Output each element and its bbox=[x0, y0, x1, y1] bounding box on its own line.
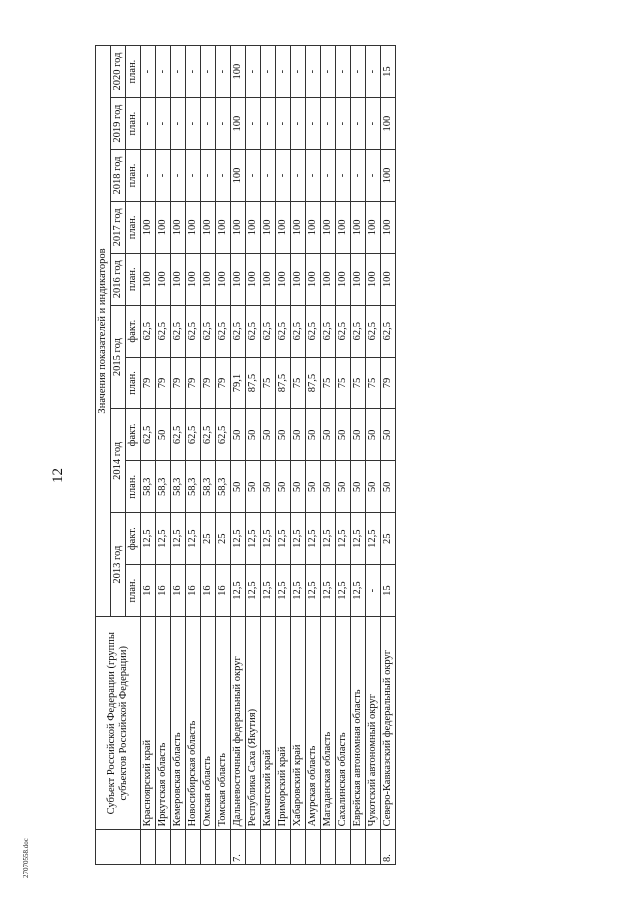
value-cell: 100 bbox=[321, 201, 336, 253]
value-cell: 79 bbox=[156, 357, 171, 409]
value-cell: 50 bbox=[306, 409, 321, 461]
indicators-table bbox=[95, 45, 396, 865]
value-cell: 62,5 bbox=[246, 305, 261, 357]
subject-name: Красноярский край bbox=[141, 617, 156, 830]
subject-name: Иркутская область bbox=[156, 617, 171, 830]
plan-header: план. bbox=[126, 98, 141, 150]
rotated-table-container bbox=[95, 45, 619, 865]
value-cell: 50 bbox=[291, 461, 306, 513]
value-cell: - bbox=[261, 98, 276, 150]
row-number bbox=[246, 830, 261, 865]
value-cell: 100 bbox=[216, 201, 231, 253]
value-cell: - bbox=[276, 98, 291, 150]
value-cell: 12,5 bbox=[246, 565, 261, 617]
value-cell: 100 bbox=[231, 253, 246, 305]
year-header: 2013 год bbox=[111, 513, 126, 617]
value-cell: 25 bbox=[381, 513, 396, 565]
value-cell: 100 bbox=[351, 201, 366, 253]
value-cell: 12,5 bbox=[141, 513, 156, 565]
value-cell: 100 bbox=[141, 253, 156, 305]
value-cell: 79 bbox=[381, 357, 396, 409]
value-cell: - bbox=[246, 98, 261, 150]
value-cell: 12,5 bbox=[306, 565, 321, 617]
value-cell: - bbox=[216, 98, 231, 150]
table-row bbox=[201, 46, 216, 865]
table-row bbox=[321, 46, 336, 865]
value-cell: 62,5 bbox=[216, 305, 231, 357]
value-cell: 12,5 bbox=[276, 565, 291, 617]
table-row bbox=[171, 46, 186, 865]
value-cell: 62,5 bbox=[276, 305, 291, 357]
value-cell: - bbox=[156, 46, 171, 98]
value-cell: 12,5 bbox=[261, 565, 276, 617]
value-cell: - bbox=[306, 46, 321, 98]
year-header: 2014 год bbox=[111, 409, 126, 513]
value-cell: 50 bbox=[381, 461, 396, 513]
year-header: 2018 год bbox=[111, 150, 126, 202]
value-cell: 62,5 bbox=[366, 305, 381, 357]
value-cell: 100 bbox=[186, 253, 201, 305]
value-cell: 50 bbox=[306, 461, 321, 513]
value-cell: - bbox=[276, 46, 291, 98]
value-cell: 58,3 bbox=[201, 461, 216, 513]
value-cell: 100 bbox=[231, 98, 246, 150]
table-row bbox=[351, 46, 366, 865]
value-cell: 75 bbox=[366, 357, 381, 409]
value-cell: 12,5 bbox=[231, 513, 246, 565]
value-cell: 62,5 bbox=[141, 409, 156, 461]
value-cell: 87,5 bbox=[246, 357, 261, 409]
value-cell: 62,5 bbox=[171, 305, 186, 357]
table-row bbox=[216, 46, 231, 865]
plan-header: план. bbox=[126, 150, 141, 202]
row-number bbox=[201, 830, 216, 865]
row-number: 7. bbox=[231, 830, 246, 865]
year-header: 2019 год bbox=[111, 98, 126, 150]
value-cell: 12,5 bbox=[351, 513, 366, 565]
value-cell: 58,3 bbox=[156, 461, 171, 513]
value-cell: 79 bbox=[171, 357, 186, 409]
value-cell: 79 bbox=[201, 357, 216, 409]
number-header bbox=[96, 830, 141, 865]
value-cell: 12,5 bbox=[276, 513, 291, 565]
plan-header: план. bbox=[126, 357, 141, 409]
value-cell: 62,5 bbox=[216, 409, 231, 461]
value-cell: 12,5 bbox=[231, 565, 246, 617]
value-cell: 50 bbox=[351, 409, 366, 461]
value-cell: 100 bbox=[381, 98, 396, 150]
value-cell: 62,5 bbox=[171, 409, 186, 461]
value-cell: - bbox=[321, 46, 336, 98]
row-number bbox=[156, 830, 171, 865]
subject-name: Приморский край bbox=[276, 617, 291, 830]
value-cell: - bbox=[291, 98, 306, 150]
plan-header: план. bbox=[126, 46, 141, 98]
value-cell: 16 bbox=[171, 565, 186, 617]
value-cell: - bbox=[261, 46, 276, 98]
value-cell: 50 bbox=[261, 461, 276, 513]
value-cell: - bbox=[351, 150, 366, 202]
value-cell: 12,5 bbox=[171, 513, 186, 565]
value-cell: 15 bbox=[381, 565, 396, 617]
subject-name: Республика Саха (Якутия) bbox=[246, 617, 261, 830]
value-cell: 50 bbox=[231, 409, 246, 461]
subject-name: Северо-Кавказский федеральный округ bbox=[381, 617, 396, 830]
table-row bbox=[291, 46, 306, 865]
value-cell: - bbox=[201, 98, 216, 150]
year-header: 2016 год bbox=[111, 253, 126, 305]
subject-name: Хабаровский край bbox=[291, 617, 306, 830]
value-cell: 62,5 bbox=[201, 305, 216, 357]
value-cell: 16 bbox=[201, 565, 216, 617]
table-row bbox=[336, 46, 351, 865]
subject-name: Дальневосточный федеральный округ bbox=[231, 617, 246, 830]
value-cell: - bbox=[201, 150, 216, 202]
row-number bbox=[351, 830, 366, 865]
plan-header: план. bbox=[126, 253, 141, 305]
value-cell: 58,3 bbox=[216, 461, 231, 513]
value-cell: 62,5 bbox=[141, 305, 156, 357]
value-cell: - bbox=[351, 46, 366, 98]
value-cell: 50 bbox=[246, 461, 261, 513]
value-cell: 100 bbox=[276, 253, 291, 305]
table-row bbox=[246, 46, 261, 865]
value-cell: 100 bbox=[261, 253, 276, 305]
value-cell: 50 bbox=[381, 409, 396, 461]
value-cell: - bbox=[246, 46, 261, 98]
value-cell: - bbox=[351, 98, 366, 150]
value-cell: 50 bbox=[336, 409, 351, 461]
value-cell: 16 bbox=[186, 565, 201, 617]
value-cell: - bbox=[336, 98, 351, 150]
table-row bbox=[231, 46, 246, 865]
value-cell: 16 bbox=[141, 565, 156, 617]
value-cell: 100 bbox=[261, 201, 276, 253]
table-row bbox=[156, 46, 171, 865]
value-cell: 50 bbox=[366, 461, 381, 513]
value-cell: 12,5 bbox=[186, 513, 201, 565]
value-cell: 79,1 bbox=[231, 357, 246, 409]
value-cell: 100 bbox=[306, 201, 321, 253]
value-cell: 62,5 bbox=[261, 305, 276, 357]
year-header: 2015 год bbox=[111, 305, 126, 409]
value-cell: - bbox=[336, 46, 351, 98]
value-cell: - bbox=[366, 46, 381, 98]
value-cell: 100 bbox=[156, 201, 171, 253]
row-number bbox=[321, 830, 336, 865]
value-cell: - bbox=[366, 565, 381, 617]
value-cell: 100 bbox=[336, 253, 351, 305]
subject-name: Томская область bbox=[216, 617, 231, 830]
value-cell: 15 bbox=[381, 46, 396, 98]
value-cell: 100 bbox=[381, 201, 396, 253]
year-header: 2020 год bbox=[111, 46, 126, 98]
value-cell: 79 bbox=[141, 357, 156, 409]
value-cell: - bbox=[366, 150, 381, 202]
subject-name: Омская область bbox=[201, 617, 216, 830]
value-cell: 79 bbox=[186, 357, 201, 409]
subject-name: Чукотский автономный округ bbox=[366, 617, 381, 830]
value-cell: 100 bbox=[186, 201, 201, 253]
value-cell: - bbox=[171, 46, 186, 98]
table-row bbox=[366, 46, 381, 865]
value-cell: 50 bbox=[336, 461, 351, 513]
value-cell: 100 bbox=[306, 253, 321, 305]
row-number bbox=[306, 830, 321, 865]
row-number bbox=[216, 830, 231, 865]
value-cell: - bbox=[171, 150, 186, 202]
value-cell: 75 bbox=[291, 357, 306, 409]
year-header: 2017 год bbox=[111, 201, 126, 253]
value-cell: 62,5 bbox=[336, 305, 351, 357]
value-cell: 12,5 bbox=[291, 513, 306, 565]
value-cell: 62,5 bbox=[381, 305, 396, 357]
value-cell: 100 bbox=[291, 253, 306, 305]
value-cell: 62,5 bbox=[291, 305, 306, 357]
value-cell: - bbox=[321, 98, 336, 150]
value-cell: 87,5 bbox=[306, 357, 321, 409]
value-cell: - bbox=[306, 98, 321, 150]
value-cell: 58,3 bbox=[186, 461, 201, 513]
row-number bbox=[276, 830, 291, 865]
value-cell: 62,5 bbox=[156, 305, 171, 357]
table-row bbox=[381, 46, 396, 865]
value-cell: 100 bbox=[156, 253, 171, 305]
value-cell: 75 bbox=[351, 357, 366, 409]
row-number bbox=[171, 830, 186, 865]
row-number: 8. bbox=[381, 830, 396, 865]
table-row bbox=[261, 46, 276, 865]
row-number bbox=[336, 830, 351, 865]
fact-header: факт. bbox=[126, 305, 141, 357]
value-cell: 12,5 bbox=[156, 513, 171, 565]
value-cell: 100 bbox=[291, 201, 306, 253]
value-cell: 62,5 bbox=[306, 305, 321, 357]
value-cell: 50 bbox=[276, 409, 291, 461]
value-cell: 50 bbox=[246, 409, 261, 461]
value-cell: - bbox=[216, 46, 231, 98]
value-cell: 12,5 bbox=[336, 565, 351, 617]
value-cell: 100 bbox=[336, 201, 351, 253]
value-cell: - bbox=[156, 150, 171, 202]
value-cell: 100 bbox=[171, 201, 186, 253]
subject-name: Сахалинская область bbox=[336, 617, 351, 830]
value-cell: 100 bbox=[141, 201, 156, 253]
row-number bbox=[141, 830, 156, 865]
value-cell: - bbox=[291, 150, 306, 202]
plan-header: план. bbox=[126, 565, 141, 617]
value-cell: 62,5 bbox=[321, 305, 336, 357]
value-cell: - bbox=[246, 150, 261, 202]
value-cell: 16 bbox=[156, 565, 171, 617]
value-cell: 50 bbox=[291, 409, 306, 461]
value-cell: 62,5 bbox=[201, 409, 216, 461]
value-cell: 100 bbox=[381, 253, 396, 305]
value-cell: - bbox=[141, 98, 156, 150]
page-number: 12 bbox=[50, 468, 66, 483]
value-cell: 100 bbox=[351, 253, 366, 305]
value-cell: 50 bbox=[366, 409, 381, 461]
value-cell: - bbox=[186, 46, 201, 98]
value-cell: - bbox=[171, 98, 186, 150]
plan-header: план. bbox=[126, 461, 141, 513]
value-cell: - bbox=[321, 150, 336, 202]
value-cell: 100 bbox=[366, 201, 381, 253]
value-cell: - bbox=[186, 98, 201, 150]
value-cell: 50 bbox=[321, 409, 336, 461]
table-row bbox=[186, 46, 201, 865]
value-cell: 58,3 bbox=[141, 461, 156, 513]
values-group-header: Значения показателей и индикаторов bbox=[96, 46, 111, 617]
value-cell: 100 bbox=[246, 201, 261, 253]
value-cell: 100 bbox=[381, 150, 396, 202]
value-cell: 100 bbox=[246, 253, 261, 305]
value-cell: - bbox=[156, 98, 171, 150]
value-cell: - bbox=[216, 150, 231, 202]
value-cell: - bbox=[336, 150, 351, 202]
table-row bbox=[276, 46, 291, 865]
value-cell: 100 bbox=[231, 46, 246, 98]
subject-name: Еврейская автономная область bbox=[351, 617, 366, 830]
footer-code: 27070558.doc bbox=[22, 838, 30, 878]
value-cell: 75 bbox=[336, 357, 351, 409]
value-cell: - bbox=[141, 150, 156, 202]
value-cell: 12,5 bbox=[321, 513, 336, 565]
fact-header: факт. bbox=[126, 513, 141, 565]
value-cell: 100 bbox=[321, 253, 336, 305]
value-cell: - bbox=[291, 46, 306, 98]
value-cell: 12,5 bbox=[261, 513, 276, 565]
value-cell: 75 bbox=[261, 357, 276, 409]
value-cell: - bbox=[276, 150, 291, 202]
table-row bbox=[141, 46, 156, 865]
value-cell: 100 bbox=[366, 253, 381, 305]
subject-name: Магаданская область bbox=[321, 617, 336, 830]
row-number bbox=[186, 830, 201, 865]
value-cell: 12,5 bbox=[246, 513, 261, 565]
subject-header: Субъект Российской Федерации (группы субъектов Российской Федерации) bbox=[96, 617, 141, 830]
value-cell: 62,5 bbox=[231, 305, 246, 357]
value-cell: 100 bbox=[276, 201, 291, 253]
value-cell: 12,5 bbox=[306, 513, 321, 565]
value-cell: - bbox=[306, 150, 321, 202]
value-cell: 12,5 bbox=[336, 513, 351, 565]
value-cell: 100 bbox=[231, 201, 246, 253]
value-cell: - bbox=[201, 46, 216, 98]
value-cell: 25 bbox=[201, 513, 216, 565]
value-cell: 100 bbox=[171, 253, 186, 305]
value-cell: 25 bbox=[216, 513, 231, 565]
value-cell: - bbox=[141, 46, 156, 98]
value-cell: 100 bbox=[216, 253, 231, 305]
row-number bbox=[366, 830, 381, 865]
value-cell: 100 bbox=[201, 201, 216, 253]
value-cell: - bbox=[366, 98, 381, 150]
value-cell: 75 bbox=[321, 357, 336, 409]
row-number bbox=[261, 830, 276, 865]
table-row bbox=[306, 46, 321, 865]
value-cell: 62,5 bbox=[351, 305, 366, 357]
plan-header: план. bbox=[126, 201, 141, 253]
value-cell: 79 bbox=[216, 357, 231, 409]
subject-name: Новосибирская область bbox=[186, 617, 201, 830]
row-number bbox=[291, 830, 306, 865]
value-cell: 50 bbox=[261, 409, 276, 461]
value-cell: 62,5 bbox=[186, 305, 201, 357]
value-cell: 62,5 bbox=[186, 409, 201, 461]
value-cell: 50 bbox=[156, 409, 171, 461]
value-cell: - bbox=[186, 150, 201, 202]
subject-name: Кемеровская область bbox=[171, 617, 186, 830]
value-cell: 87,5 bbox=[276, 357, 291, 409]
value-cell: 12,5 bbox=[366, 513, 381, 565]
value-cell: 100 bbox=[201, 253, 216, 305]
fact-header: факт. bbox=[126, 409, 141, 461]
subject-name: Камчатский край bbox=[261, 617, 276, 830]
value-cell: 12,5 bbox=[321, 565, 336, 617]
subject-name: Амурская область bbox=[306, 617, 321, 830]
value-cell: 50 bbox=[231, 461, 246, 513]
value-cell: 12,5 bbox=[351, 565, 366, 617]
value-cell: 50 bbox=[276, 461, 291, 513]
value-cell: 50 bbox=[351, 461, 366, 513]
value-cell: 12,5 bbox=[291, 565, 306, 617]
value-cell: - bbox=[261, 150, 276, 202]
value-cell: 50 bbox=[321, 461, 336, 513]
value-cell: 16 bbox=[216, 565, 231, 617]
value-cell: 58,3 bbox=[171, 461, 186, 513]
table-body bbox=[141, 46, 396, 865]
value-cell: 100 bbox=[231, 150, 246, 202]
